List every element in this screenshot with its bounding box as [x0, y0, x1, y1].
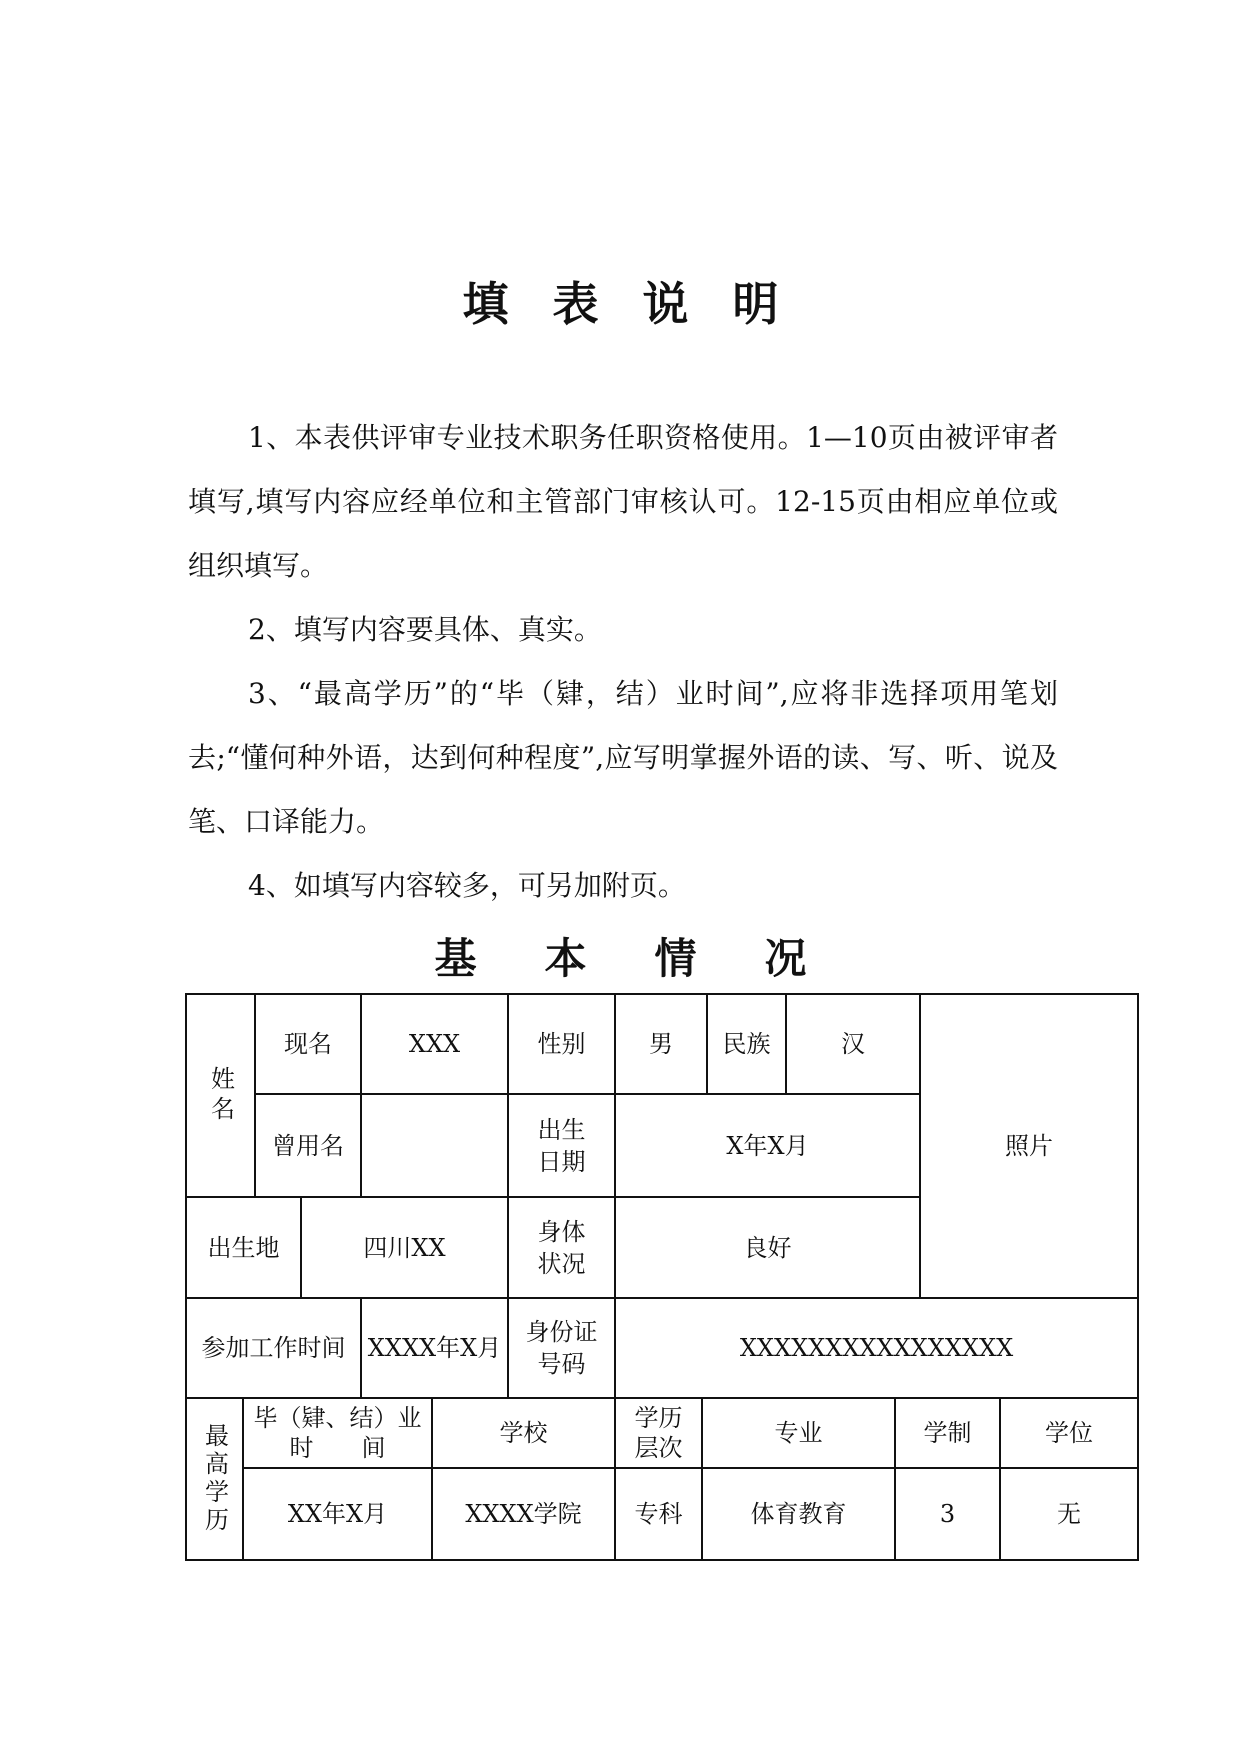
title-char: 况 — [764, 934, 807, 983]
name-group-text: 姓名 — [206, 1065, 235, 1126]
id-number-value[interactable]: XXXXXXXXXXXXXXXX — [739, 1334, 1014, 1362]
title-char: 填 — [462, 277, 509, 331]
title-char: 表 — [552, 277, 599, 331]
edu-level-label-line1: 学历 — [634, 1404, 683, 1432]
former-name-value[interactable] — [361, 1094, 508, 1197]
title-char: 情 — [654, 934, 697, 983]
instruction-item-2: 2、填写内容要具体、真实。 — [248, 613, 602, 646]
major-label: 专业 — [774, 1419, 823, 1447]
title-char: 基 — [434, 934, 477, 983]
former-name-label: 曾用名 — [272, 1131, 344, 1160]
edu-level-value[interactable]: 专科 — [634, 1500, 683, 1528]
work-start-label: 参加工作时间 — [201, 1334, 346, 1362]
ethnicity-value[interactable]: 汉 — [841, 1030, 865, 1058]
basic-info-title — [0, 926, 1241, 986]
major-value[interactable]: 体育教育 — [750, 1500, 847, 1528]
photo-box[interactable]: 照片 — [1005, 1132, 1053, 1160]
id-number-label — [508, 1298, 615, 1398]
birth-date-label-line2: 日期 — [537, 1147, 586, 1176]
title-char: 本 — [544, 934, 587, 983]
health-label-line1: 身体 — [537, 1217, 586, 1246]
title-char: 说 — [642, 277, 689, 331]
degree-label: 学位 — [1045, 1419, 1093, 1447]
edu-level-label — [615, 1398, 702, 1468]
school-label: 学校 — [499, 1419, 548, 1447]
current-name-label: 现名 — [284, 1030, 332, 1058]
instruction-item-4: 4、如填写内容较多，可另加附页。 — [248, 869, 686, 902]
current-name-value[interactable]: XXX — [408, 1030, 461, 1058]
grad-time-label-line1: 毕（肄、结）业 — [253, 1404, 422, 1432]
school-value[interactable]: XXXX学院 — [465, 1500, 582, 1528]
edu-level-label-line2: 层次 — [634, 1434, 683, 1462]
id-label-line2: 号码 — [537, 1350, 586, 1378]
education-group-label — [186, 1398, 243, 1560]
ethnicity-label: 民族 — [722, 1030, 771, 1058]
instructions-title — [0, 268, 1241, 334]
birth-date-value[interactable]: X年X月 — [726, 1131, 809, 1160]
education-group-text: 最高学历 — [200, 1423, 229, 1535]
birth-date-label — [508, 1094, 615, 1197]
birthplace-value[interactable]: 四川XX — [363, 1233, 446, 1262]
grad-time-label — [243, 1398, 432, 1468]
title-char: 明 — [732, 277, 779, 331]
birth-date-label-line1: 出生 — [537, 1115, 586, 1144]
health-value[interactable]: 良好 — [743, 1233, 792, 1262]
birthplace-label: 出生地 — [207, 1233, 280, 1262]
name-group-label — [186, 994, 255, 1197]
grad-time-label-line2: 时 间 — [289, 1434, 386, 1462]
gender-label: 性别 — [537, 1030, 586, 1058]
degree-value[interactable]: 无 — [1057, 1500, 1081, 1528]
id-label-line1: 身份证 — [525, 1318, 598, 1346]
instruction-item-1: 1、本表供评审专业技术职务任职资格使用。1—10页由被评审者填写,填写内容应经单位和主管部门审核认可。12-15页由相应单位或组织填写。 — [188, 421, 1058, 582]
health-label — [508, 1197, 615, 1298]
grad-time-value[interactable]: XX年X月 — [287, 1500, 388, 1528]
health-label-line2: 状况 — [537, 1249, 586, 1278]
work-start-value[interactable]: XXXX年X月 — [367, 1334, 502, 1362]
duration-value[interactable]: 3 — [939, 1500, 956, 1528]
instruction-item-3: 3、“最高学历”的“毕（肄，结）业时间”,应将非选择项用笔划去;“懂何种外语，达到何种程度”,应写明掌握外语的读、写、听、说及笔、口译能力。 — [188, 677, 1058, 838]
duration-label: 学制 — [923, 1419, 972, 1447]
gender-value[interactable]: 男 — [649, 1030, 673, 1058]
